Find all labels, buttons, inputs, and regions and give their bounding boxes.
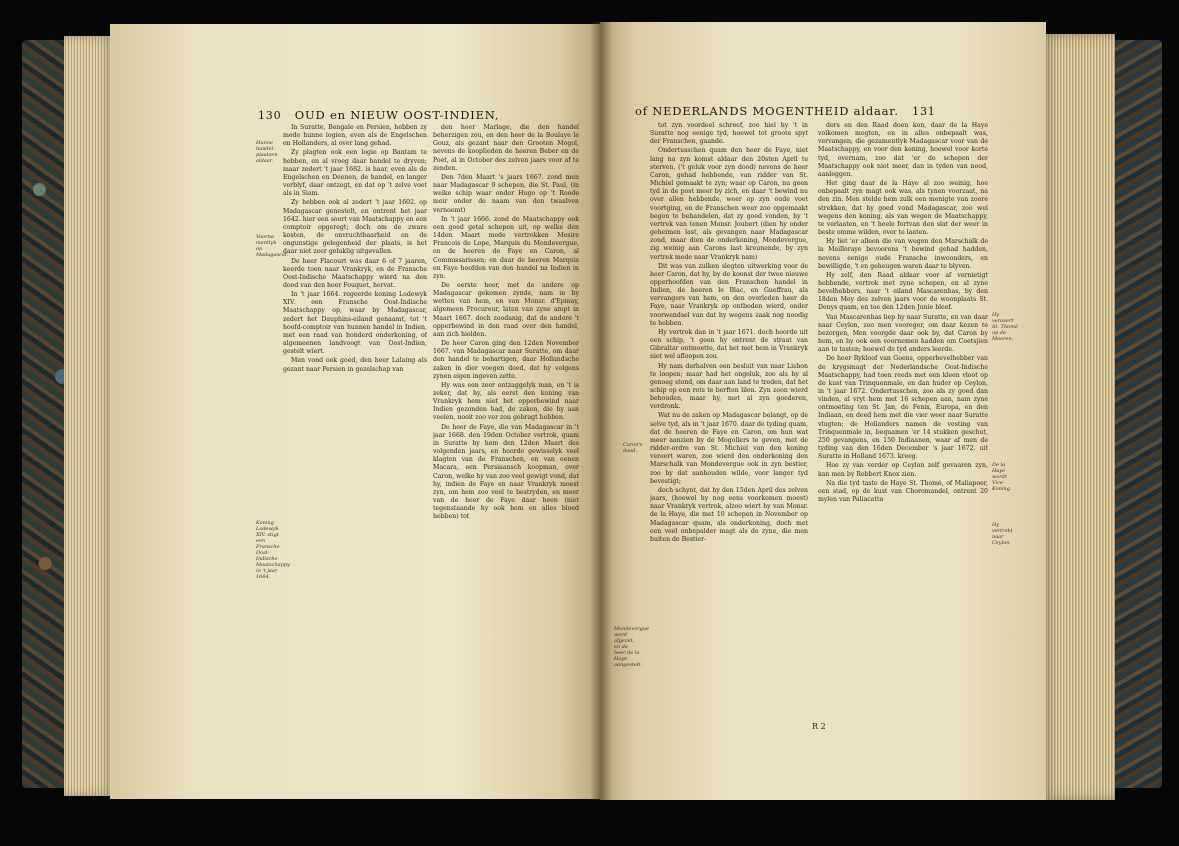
left-running-head <box>258 108 499 122</box>
paragraph: den heer Marlage, die den handel beherzigen zou, en den heer de la Boulaye le Gouz, als gezant naar den Grooten Mogol, nevens de kooplieden de heeren Beber en de Poet, al in October des zelven jaars voor af te zenden. <box>433 124 579 172</box>
margin-note: Hy vertrekt naar Ceylon. <box>992 522 1013 546</box>
right-running-head <box>635 104 936 118</box>
left-head-title: OUD en NIEUW OOST-INDIEN, <box>294 108 500 122</box>
paragraph: De heer Flacourt was daar 6 of 7 jaaren, keerde toen naar Vrankryk, en de Fransche Oost-Indische Maatschappy wierd na den dood van den heer Fouquet, hervat. <box>283 257 427 289</box>
paragraph: Hy nam derhalven een besluit van naar Lisbon te loopen; maar had het ongeluk, zoo als hy al genoeg stond, om daar aan land te treden, dat het schip op een rots te berften lilen. Zyn zoon wierd behouden, maar hy, met al zyn goederen, verdronk. <box>650 362 808 411</box>
paragraph: doch schynt, dat hy den 15den April des zelven jaars, (hoewel hy nog eens voorkomen moest) naar Vrankryk vertrok, alzoo wiert hy van Monsr. de la Haye, die met 10 schepen in November op Madagascar quam, als onderkoning, doch met een veel onbepalder magt als de zyne, die men buiten de Bestier- <box>650 486 808 543</box>
margin-note: Mondevergue word afgezet, en de heer de la Haye aangestelt. <box>614 626 650 668</box>
right-page-number: 131 <box>912 105 936 118</box>
margin-note: De la Haye wordt Vice-Koning. <box>992 462 1012 492</box>
paragraph: De heer de Faye, die van Madagascar in 't jaar 1668. den 19den October vertrok, quam in Suratte by hem den 12den Maart des volgenden jaars, en hoorde gewisselyk veel klagten van de Franschen, en van eenen Macara, een Persiaansch koopman, over Caron, welke hy van zoo veel gewigt vond, dat hy, indien de Faye en naar Vrankryk moest zyn, om hem zoo veel te bestryden, en meer van de heer de Faye daar heen (niet tegenstaande hy ook hem en alles bloed hebben) tot <box>433 423 579 521</box>
marbled-cover-right <box>1112 40 1162 788</box>
paragraph: Na die tyd taste de Haye St. Thomé, of Maliapoer, een stad, op de kust van Choromandel, ontrent 20 mylen van Paliacatta <box>818 479 988 504</box>
left-column-1 <box>283 124 427 714</box>
paragraph: tot zyn voordeel schreef, zoo hiel hy 't in Suratte nog eenige tyd, hoewel tot groote spyt der Franschen, gaande. <box>650 122 808 146</box>
paragraph: ders en den Raad doen kon, daar de la Haye volkomen mogten, en in alles onbepaalt was, vervangen; die gezamentlyk Madagascar voor van de Maatschappy, en voor den koning, hoewel voor korte tyd, overnam, zoo dat 'er de schepen der Maatschappy ook niet meer, dan in tyden van nood, aanleggen. <box>818 122 988 178</box>
paragraph: Zy plagten ook een logie op Bantam te hebben, en al vroeg daar handel te dryven; maar zedert 't jaar 1682. is haar, even als de Engelschen en Deenen, de handel, en langer verblyf, daar ontzegt, en dat op 't zelve voet als in Siam. <box>283 149 427 198</box>
paragraph: Hy liet 'er alleen die van wegen den Marschalk de la Meilleraye bevoorens 't bewind gehad hadden, nevens eenige oude Fransche inwoonders, en bewilligde, 't en geheugen waren daar te blyven. <box>818 238 988 270</box>
paragraph: Wat nu de zaken op Madagascar belangt, op de selve tyd, als in 't jaar 1670. daar de tyding quam, dat de heeren de Faye en Caron, om hun wat meer aanzien by de Mogollers te geven, met de ridder-ordre van St. Michiel van den koning vereert waren, zoo wierd den onderkoning den Marschalk van Mondevergue ook in zyn bestier, zoo hy dat aanhouden wilde, voor langer tyd bevestigt; <box>650 412 808 485</box>
paragraph: Zy hebben ook al zedert 't jaar 1602. op Madagascar genestelt, en ontrent het jaar 1642. hier een soort van Maatschappy en een comptoir opgeregt; doch om de zware kosten, de onvruchtbaarheid en de ongunstige gelegenheid der plaats, is het daar niet zeer geluklig uitgevallen. <box>283 199 427 256</box>
paragraph: De heer Caron ging den 12den November 1667. van Madagascar naar Suratte, om daar den handel te behartigen, daar Hollandsche zaken in dier voegen deed, dat hy volgens zynen eigen ingeven zette. <box>433 340 579 380</box>
margin-note: Hy verovert St. Thomé op de Mooren. <box>992 312 1018 342</box>
paragraph: In 't jaar 1666. zond de Maatschappy ook een goed getal schepen uit, op welke den 14den Maart mede vertrokken Mesire Francois de Lope, Marquis du Mondevergue, en de heeren de Faye en Caron, al Commissarissen; en daar de heeren Marquis en Faye hoofden van den handel na Indien in zyn. <box>433 215 579 280</box>
right-column-1 <box>650 122 808 700</box>
left-page-number: 130 <box>258 109 282 122</box>
paragraph: Den 7den Maart 's jaars 1667. zond men naar Madagascar 9 schepen, die St. Paul, (in welke schip waar onder Hugo op 't Roode meir onder de naam van den twaalven vernoemt) <box>433 173 579 214</box>
margin-note: Caron's dood. <box>623 442 643 454</box>
margin-note: Voorna-mentlyk op Madagascar. <box>256 234 289 258</box>
paragraph: Dit was van zulken slegten uitwerking voor de heer Caron, dat hy, by de koonst der twee nieuwe opperhoofden van den Franschen handel in Indien, de heeren le Blac, en Gueffrau, als vervangers van hem, en den overleden heer de Faye, naar Vrankryk op ontboden wierd, onder voorwendsel van dat hy wegens zaak nog noodig te hebben. <box>650 262 808 327</box>
paragraph: Hy zelf, den Raad aldaar voor af vernietigt hebbende, vertrok met zyne schepen, en al zyne bevelhebbers, naar 't eiland Mascarenhas, by den 18den Mey des zelven jaars voor de woonplaats St. Denys quam, en toe den 12den Junie bleef. <box>818 271 988 312</box>
paragraph: In Suratte, Bengale en Persien, hebben zy mede hunne logien, even als de Engelschen en Hollanders, al over lang gehad. <box>283 124 427 148</box>
margin-note: Hunne handel-plaatzen aldaar. <box>256 140 278 164</box>
paragraph: Hoe zy van verder op Ceylon zelf gevaaren zyn, kan men by Rebbert Knox zien. <box>818 462 988 478</box>
right-page <box>600 22 1046 800</box>
paragraph: In 't jaar 1664. regeerde koning Lodewyk XIV. een Fransche Oost-Indische Maatschappy op, waar by Madagascar, zedert het Dauphins-eiland genaamt, tot 't hoofd-comptoir van hunnen handel in Indien, met een raad van honderd onderkoning, of algemeenen landvoogt van Oost-Indien, gestelt wiert. <box>283 291 427 356</box>
paragraph: Men vond ook goed, den heer Lalaing als gezant naar Persien in gezelschap van <box>283 357 427 373</box>
paragraph: Ondertusschen quam den heer de Faye, niet lang na zyn komst aldaar den 20sten April te sterven, ('t geluk voor zyn dood) nevens de heer Caron, gehad hebbende, van ridder van St. Michiel gemaakt te zyn; waar op Caron, nu geen tyd in de post meer by zich, en daar 't bewind nu over allen hebbende, weer op zyn oude voet voortging, en de Franschen weer zoo opgemaakt begon te behandelen, dat zy goed vonden, hy 't vertrek van tenen Monsr. Joubert (dien hy onder geheimen last, als gevangen naar Madagascar zond, maar dien de onderkoning, Mondevergue, zig weinig aan Carons last kreunende, by zyn vertrek mede naar Vrankryk nam) <box>650 147 808 261</box>
paragraph: Het ging daar de la Haye al zoo weinig, hoe onbepaalt zyn magt ook was, als tynen voorzaat, na den zin. Men stelde hem zulk een menigte van zoore strekken, dat hy goed vond Madagascar, zoo wel wegens den koning, als van wegen de Maatschappy, te verlaaten, en 't heele fortvan den slat der weer in beste omme wilden, over te laaten. <box>818 180 988 237</box>
signature-mark: R 2 <box>812 722 826 731</box>
page-edges-right <box>1040 34 1115 800</box>
paragraph: Van Mascarenhas liep hy naar Suratte, en van daar naar Ceylon, zoo men vooreger, om daar kezen te bezorgen, Men voorgde daar ook by, dat Caron by hem, en by ook een voornemen hadden om Coetsjien aan te tasten; hoewel de tyd anders leerde. <box>818 313 988 354</box>
paragraph: Hy vertrok dan in 't jaar 1671. doch hoorde uit een schip, 't geen hy ontrent de straat van Gibraltar ontmoette, dat het met hem in Vrankryk niet wel afloopen zou. <box>650 328 808 361</box>
right-head-title: of NEDERLANDS MOGENTHEID aldaar. <box>635 104 899 118</box>
margin-note: Koning Lodewyk XIV. stigt een Fransche Oost-Indische Maatschappy in 't jaar 1664. <box>256 520 290 580</box>
paragraph: Hy was een zeer ontzaggelyk man, en 't is zeker, dat hy, als eerst den koning van Vrankryk hem niet het opperbewind naar Indien gezonden had, de zaken, die hy aan veelen, nooit zoo ver zou gebragt hebben. <box>433 381 579 422</box>
left-column-2 <box>433 124 579 716</box>
paragraph: De eerste heer, met de andere op Madagascar gekomen zynde, nam in by wetten van hem, en van Monsr. d'Epinay, algemeen Procureur, laten van zyne ampt in Maart 1667. doch zoodanig, dat de andere 't opperbewind in den raad over den handel, aan zich hielden. <box>433 281 579 338</box>
right-column-2 <box>818 122 988 720</box>
page-edges-left <box>64 36 114 796</box>
paragraph: De heer Rykloof van Goens, opperbevelhebber van de krygsmagt der Nederlandsche Oost-Indische Maatschappy, had toen reeds met een kleen vloot op de kust van Trinquenmale, en dan huder op Ceylon, in 't jaar 1672. Ondertusschen, zoo als zy goed dan vinden, al vryt hem met 16 schepen aan, nam zyne ontmoeting ten St. Jan, de Fenix, Europa, en den Indiaan, en deed hem met die vier weer naar Suratte vlugten; de Hollanders namen de vesting van Trinquenmale in, bequamen 'er 14 stukken geschut, 250 gevangens, en 150 Indiaanen, waar af men de tyding van den 16den December 's jaar 1672. uit Suratte in Holland 1673. kreeg. <box>818 355 988 461</box>
left-page <box>110 24 600 799</box>
